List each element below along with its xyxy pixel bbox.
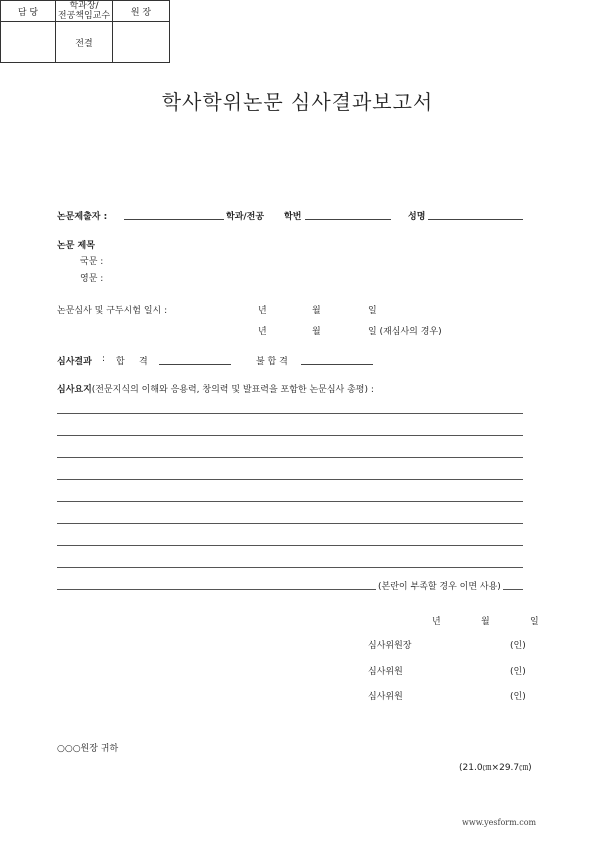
signature-role: 심사위원 [368,692,403,702]
pass-label: 합 격 [116,357,148,367]
english-title-label: 영문 : [80,274,104,284]
sign-day-label: 일 [530,617,539,627]
approval-cell-staff[interactable] [1,22,56,63]
approval-table [0,0,170,63]
summary-line[interactable] [57,501,523,502]
reexam-month-label: 월 [312,327,321,337]
summary-line[interactable] [57,567,523,568]
sign-year-label: 년 [432,617,441,627]
student-id-field-line[interactable] [305,219,391,220]
summary-line[interactable] [57,545,523,546]
approval-header-head-label: 학과장/ 전공책임교수 [57,1,111,21]
summary-heading [57,382,374,395]
paper-size-text: (21.0㎝×29.7㎝) [459,763,532,773]
reexam-year-label: 년 [258,327,267,337]
overflow-note: (본란이 부족할 경우 이면 사용) [376,579,503,592]
pass-field-line[interactable] [159,364,231,365]
thesis-title-label: 논문 제목 [57,241,95,251]
document-title: 학사학위논문 심사결과보고서 [161,90,434,114]
approval-header-head [56,1,113,22]
exam-date-label: 논문심사 및 구두시험 일시 : [57,306,168,316]
summary-line[interactable] [57,413,523,414]
exam-month-label: 월 [312,306,321,316]
result-colon: : [102,354,106,364]
name-label: 성명 [408,212,426,222]
submitter-label: 논문제출자 : [57,212,108,222]
summary-line[interactable] [57,457,523,458]
signature-seal[interactable]: (인) [510,641,526,651]
signature-role: 심사위원장 [368,641,412,651]
exam-day-label: 일 [368,306,377,316]
fail-field-line[interactable] [301,364,373,365]
summary-note: (전문지식의 이해와 응용력, 창의력 및 발표력을 포함한 논문심사 총평) : [91,385,374,395]
signature-role: 심사위원 [368,667,403,677]
name-field-line[interactable] [428,219,523,220]
approval-cell-dean[interactable] [113,22,170,63]
signature-seal[interactable]: (인) [510,667,526,677]
website-text: www.yesform.com [462,818,537,827]
dept-field-line[interactable] [124,219,224,220]
sign-month-label: 월 [481,617,490,627]
signature-seal[interactable]: (인) [510,692,526,702]
result-label: 심사결과 [57,357,92,367]
approval-header-staff: 담 당 [1,1,56,22]
reexam-day-label: 일 (재심사의 경우) [368,327,442,337]
summary-label: 심사요지 [57,385,92,395]
recipient-text: ○○○원장 귀하 [57,744,119,754]
exam-year-label: 년 [258,306,267,316]
approval-cell-head: 전결 [56,22,113,63]
approval-header-dean: 원 장 [113,1,170,22]
summary-line[interactable] [57,435,523,436]
summary-line[interactable] [57,479,523,480]
korean-title-label: 국문 : [80,257,104,267]
fail-label: 불 합 격 [256,357,288,367]
summary-line[interactable] [57,523,523,524]
student-id-label: 학번 [284,212,302,222]
dept-label: 학과/전공 [226,212,265,222]
